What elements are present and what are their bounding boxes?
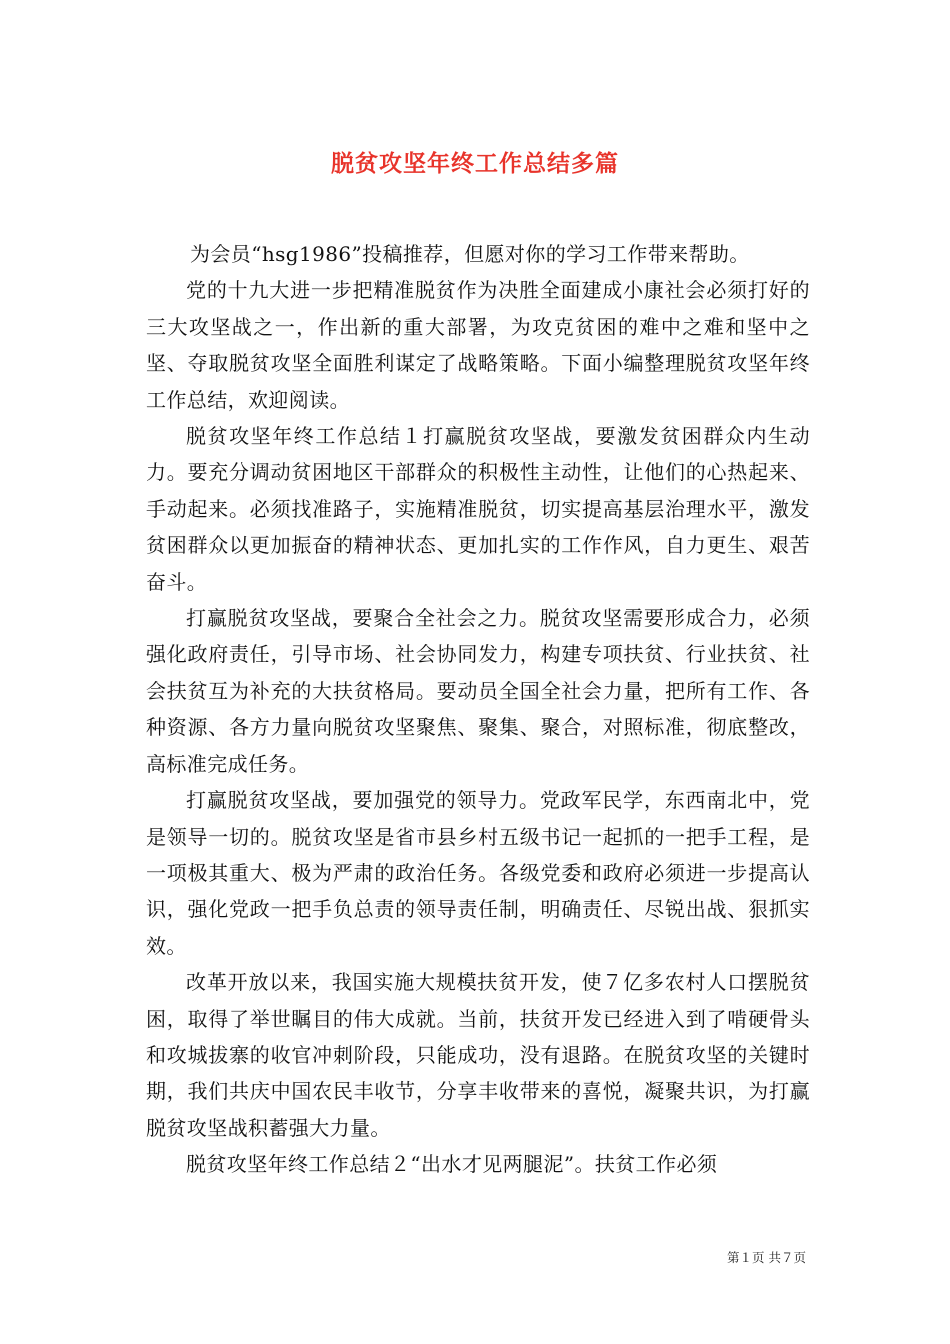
document-body — [146, 236, 810, 1183]
body-paragraph: 脱贫攻坚年终工作总结１打赢脱贫攻坚战，要激发贫困群众内生动力。要充分调动贫困地区干部群众的积极性主动性，让他们的心热起来、手动起来。必须找准路子，实施精准脱贫，切实提高基层治理水平，激发贫困群众以更加振奋的精神状态、更加扎实的工作作风，自力更生、艰苦奋斗。 — [146, 424, 810, 594]
body-paragraph: 打赢脱贫攻坚战，要加强党的领导力。党政军民学，东西南北中，党是领导一切的。脱贫攻坚是省市县乡村五级书记一起抓的一把手工程，是一项极其重大、极为严肃的政治任务。各级党委和政府必须进一步提高认识，强化党政一把手负总责的领导责任制，明确责任、尽锐出战、狠抓实效。 — [146, 788, 810, 958]
intro-paragraph: 为会员“hsg1986”投稿推荐，但愿对你的学习工作带来帮助。 — [190, 242, 750, 266]
body-paragraph: 改革开放以来，我国实施大规模扶贫开发，使７亿多农村人口摆脱贫困，取得了举世瞩目的伟大成就。当前，扶贫开发已经进入到了啃硬骨头和攻城拔寨的收官冲刺阶段，只能成功，没有退路。在脱贫攻坚的关键时期，我们共庆中国农民丰收节，分享丰收带来的喜悦，凝聚共识，为打赢脱贫攻坚战积蓄强大力量。 — [146, 970, 810, 1140]
body-paragraph: 脱贫攻坚年终工作总结２“出水才见两腿泥”。扶贫工作必须 — [186, 1152, 718, 1177]
page-number: 第１页 共７页 — [727, 1250, 806, 1265]
document-title: 脱贫攻坚年终工作总结多篇 — [331, 150, 619, 178]
body-paragraph: 打赢脱贫攻坚战，要聚合全社会之力。脱贫攻坚需要形成合力，必须强化政府责任，引导市场、社会协同发力，构建专项扶贫、行业扶贫、社会扶贫互为补充的大扶贫格局。要动员全国全社会力量，把所有工作、各种资源、各方力量向脱贫攻坚聚焦、聚集、聚合，对照标准，彻底整改，高标准完成任务。 — [146, 606, 810, 776]
body-paragraph: 党的十九大进一步把精准脱贫作为决胜全面建成小康社会必须打好的三大攻坚战之一，作出新的重大部署，为攻克贫困的难中之难和坚中之坚、夺取脱贫攻坚全面胜利谋定了战略策略。下面小编整理脱贫攻坚年终工作总结，欢迎阅读。 — [146, 278, 810, 412]
